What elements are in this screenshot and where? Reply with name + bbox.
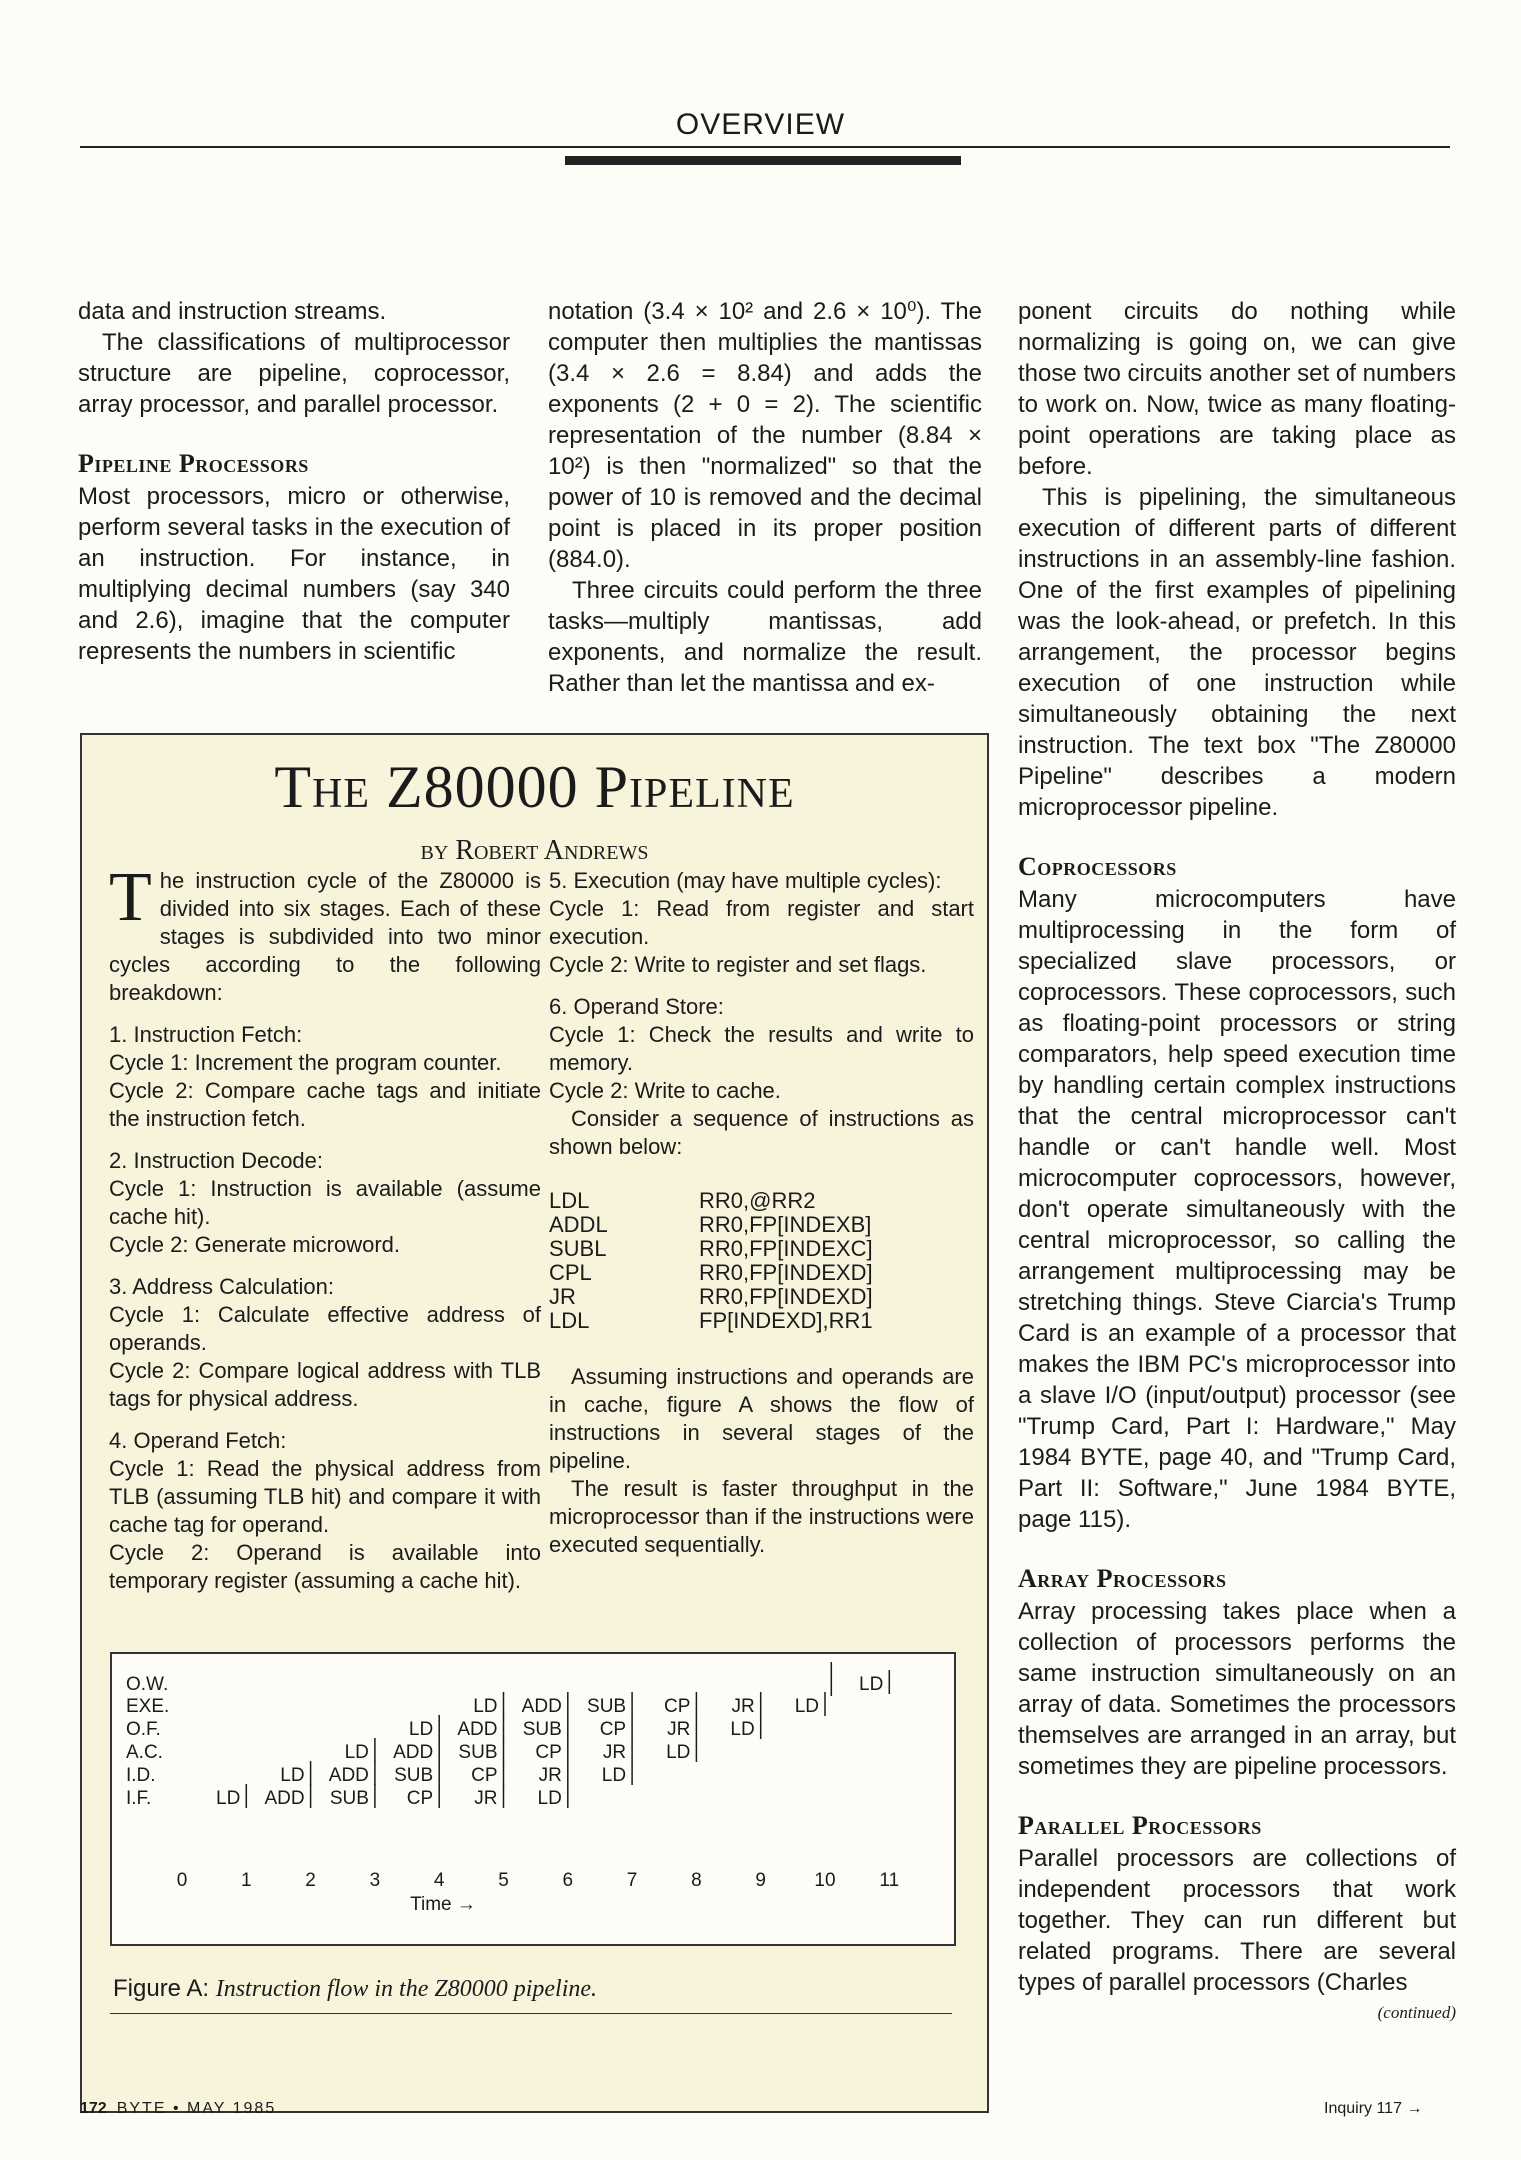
sidebar-title: The Z80000 Pipeline [274,754,795,820]
paragraph: data and instruction streams. [78,298,387,325]
code-op: JR [549,1284,576,1309]
stage-label: A.C. [126,1742,163,1763]
pipeline-cell: SUB [522,1719,562,1740]
stage-title: 2. Instruction Decode: [109,1148,324,1173]
heading-array-processors: Array Processors [1018,1564,1227,1593]
drop-cap: T [109,859,152,936]
stage-cycle: Cycle 2: Write to cache. [549,1078,781,1103]
stage-label: EXE. [126,1696,170,1717]
code-arg: RR0,FP[INDEXC] [699,1236,873,1261]
stage-cycle: Cycle 1: Increment the program counter. [109,1050,502,1075]
pipeline-cell: LD [537,1788,562,1809]
stage-cycle: Cycle 2: Generate microword. [109,1232,400,1257]
sidebar-box [80,733,989,2113]
pipeline-cell: JR [538,1765,562,1786]
x-tick-label: 8 [691,1870,702,1891]
stage-cycle: Cycle 1: Check the results and write to memory. [549,1022,974,1075]
header-bar [565,156,961,165]
pipeline-cell: ADD [393,1742,434,1763]
paragraph: Array processing takes place when a collection of processors performs the same instruction simultaneously on an array of data. Sometimes the processors themselves are arranged in an array, but sometimes they are pipeline processors. [1018,1598,1456,1780]
stage-cycle: Cycle 2: Operand is available into temporary register (assuming a cache hit). [109,1540,541,1593]
pipeline-cell: LD [344,1742,369,1763]
stage-label: I.D. [126,1765,156,1786]
code-arg: RR0,FP[INDEXD] [699,1260,873,1285]
paragraph: Many microcomputers have multiprocessing in the form of specialized slave processors, or coprocessors. These coprocessors, such as floating-point processors or string comparators, help speed execution time by handling certain complex instructions that the central microprocessor can't handle or can't handle well. Most microcomputer coprocessors, however, don't operate simultaneously with the central microprocessor, so calling the arrangement multiprocessing may be stretching things. Steve Ciarcia's Trump Card is an example of a processor that makes the IBM PC's microprocessor into a slave I/O (input/output) processor (see "Trump Card, Part I: Hardware," May 1984 BYTE, page 40, and "Trump Card, Part II: Software," June 1984 BYTE, page 115). [1018,886,1456,1533]
pipeline-cell: LD [216,1788,241,1809]
pipeline-cell: CP [535,1742,562,1763]
page-number: 172 [80,2100,107,2117]
code-op: ADDL [549,1212,608,1237]
pipeline-cell: ADD [264,1788,305,1809]
code-arg: FP[INDEXD],RR1 [699,1308,873,1333]
stage-cycle: Cycle 2: Write to register and set flags. [549,952,927,977]
pipeline-cell: SUB [329,1788,369,1809]
pipeline-cell: CP [599,1719,627,1740]
footer-right [1324,2100,1422,2118]
heading-coprocessors: Coprocessors [1018,852,1177,881]
pipeline-cell: LD [601,1765,627,1786]
x-tick-label: 4 [433,1870,445,1891]
x-tick-label: 11 [879,1870,900,1891]
paragraph: The classifications of multiprocessor structure are pipeline, coprocessor, array processor, and parallel processor. [78,329,510,418]
stage-title: 6. Operand Store: [549,994,724,1019]
magazine-issue: BYTE • MAY 1985 [116,2100,277,2117]
arrow-right-icon: → [1406,2100,1423,2117]
x-tick-label: 0 [176,1870,188,1891]
footer-left [80,2100,276,2118]
sidebar-byline: by Robert Andrews [420,835,649,866]
x-tick-label: 1 [241,1870,252,1891]
x-axis-label: Time → [410,1894,476,1915]
paragraph: This is pipelining, the simultaneous execution of different parts of different instructions in an assembly-line fashion. One of the first examples of pipelining was the look-ahead, or prefetch. In this arrangement, the processor begins execution of one instruction while simultaneously obtaining the next instruction. The text box "The Z80000 Pipeline" describes a modern microprocessor pipeline. [1018,484,1456,821]
stage-cycle: Cycle 1: Calculate effective address of operands. [109,1302,541,1355]
stage-cycle: Cycle 1: Read the physical address from TLB (assuming TLB hit) and compare it with cache tag for operand. [109,1456,541,1537]
stage-title: 3. Address Calculation: [109,1274,335,1299]
code-arg: RR0,FP[INDEXD] [699,1284,873,1309]
stage-cycle: Cycle 1: Read from register and start execution. [549,896,974,949]
stage-cycle: Cycle 2: Compare cache tags and initiate the instruction fetch. [109,1078,541,1131]
column-1 [78,296,510,667]
x-tick-label: 7 [626,1870,638,1891]
pipeline-cell: SUB [394,1765,434,1786]
code-op: SUBL [549,1236,607,1261]
pipeline-cell: ADD [457,1719,498,1740]
pipeline-cell: CP [663,1696,691,1717]
consider-text: Consider a sequence of instructions as shown below: [549,1106,974,1159]
intro-text: he instruction cycle of the Z80000 is divided into six stages. Each of these stages is subdivided into two minor cycles according to the following breakdown: [109,868,541,1005]
paragraph: Three circuits could perform the three tasks—multiply mantissas, add exponents, and normalize the result. Rather than let the mantissa and ex- [548,577,982,697]
pipeline-cell: ADD [328,1765,369,1786]
pipeline-cell: LD [473,1696,498,1717]
code-op: LDL [549,1308,590,1333]
heading-parallel-processors: Parallel Processors [1018,1811,1262,1840]
pipeline-cell: SUB [458,1742,498,1763]
stage-title: 1. Instruction Fetch: [109,1022,303,1047]
caption-text: Instruction flow in the Z80000 pipeline. [215,1976,598,2002]
pipeline-chart [112,1654,954,1944]
pipeline-cell: JR [474,1788,498,1809]
continued-note: (continued) [1377,2003,1456,2022]
result-text: The result is faster throughput in the microprocessor than if the instructions were executed sequentially. [549,1476,974,1557]
header-rule [80,146,1450,148]
x-tick-label: 9 [755,1870,766,1891]
figure-a [110,1652,956,1946]
pipeline-cell: SUB [587,1696,627,1717]
column-3 [1018,296,1456,2024]
caption-rule [110,2013,952,2014]
pipeline-cell: LD [408,1719,434,1740]
paragraph: Most processors, micro or otherwise, perform several tasks in the execution of an instruction. For instance, in multiplying decimal numbers (say 340 and 2.6), imagine that the computer represents the numbers in scientific [78,483,510,665]
paragraph: Parallel processors are collections of independent processors that work together. They can run different but related programs. There are several types of parallel processors (Charles [1018,1845,1456,1996]
x-tick-label: 2 [305,1870,316,1891]
pipeline-cell: ADD [521,1696,562,1717]
pipeline-cell: JR [731,1696,755,1717]
pipeline-cell: LD [666,1742,691,1763]
stage-cycle: Cycle 1: Instruction is available (assume cache hit). [109,1176,541,1229]
stage-label: O.W. [126,1674,169,1695]
x-tick-label: 5 [498,1870,509,1891]
x-tick-label: 10 [814,1870,836,1891]
x-tick-label: 6 [562,1870,574,1891]
paragraph: notation (3.4 × 10² and 2.6 × 10⁰). The computer then multiplies the mantissas (3.4 × 2.6 = 8.84) and adds the exponents (2 + 0 = 2). The scientific representation of the number (8.84 × 10²) is then "normalized" so that the power of 10 is removed and the decimal point is placed in its proper position (884.0). [548,298,982,573]
code-arg: RR0,FP[INDEXB] [699,1212,872,1237]
pipeline-cell: JR [602,1742,627,1763]
pipeline-cell: LD [730,1719,755,1740]
caption-label: Figure A: [113,1975,210,2002]
pipeline-cell: JR [667,1719,691,1740]
stage-cycle: Cycle 2: Compare logical address with TLB tags for physical address. [109,1358,541,1411]
figure-caption [113,1975,597,2003]
x-tick-label: 3 [369,1870,381,1891]
inquiry-number: Inquiry 117 [1324,2100,1402,2117]
pipeline-cell: CP [471,1765,498,1786]
code-op: CPL [549,1260,592,1285]
pipeline-cell: LD [794,1696,819,1717]
code-arg: RR0,@RR2 [699,1188,816,1213]
stage-label: I.F. [126,1788,152,1809]
sidebar-column-right [549,867,974,1559]
sidebar-column-left [109,859,541,1595]
section-title: OVERVIEW [675,108,846,141]
stage-title: 4. Operand Fetch: [109,1428,287,1453]
code-listing [549,1189,974,1333]
paragraph: ponent circuits do nothing while normalizing is going on, we can give those two circuits another set of numbers to work on. Now, twice as many floating-point operations are taking place as before. [1018,298,1456,480]
heading-pipeline-processors: Pipeline Processors [78,449,309,478]
stage-label: O.F. [126,1719,161,1740]
assuming-text: Assuming instructions and operands are in cache, figure A shows the flow of instructions in several stages of the pipeline. [549,1364,974,1473]
code-op: LDL [549,1188,590,1213]
pipeline-cell: LD [859,1674,884,1695]
pipeline-cell: LD [280,1765,305,1786]
stage-title: 5. Execution (may have multiple cycles): [549,868,942,893]
column-2 [548,296,982,699]
pipeline-cell: CP [406,1788,434,1809]
